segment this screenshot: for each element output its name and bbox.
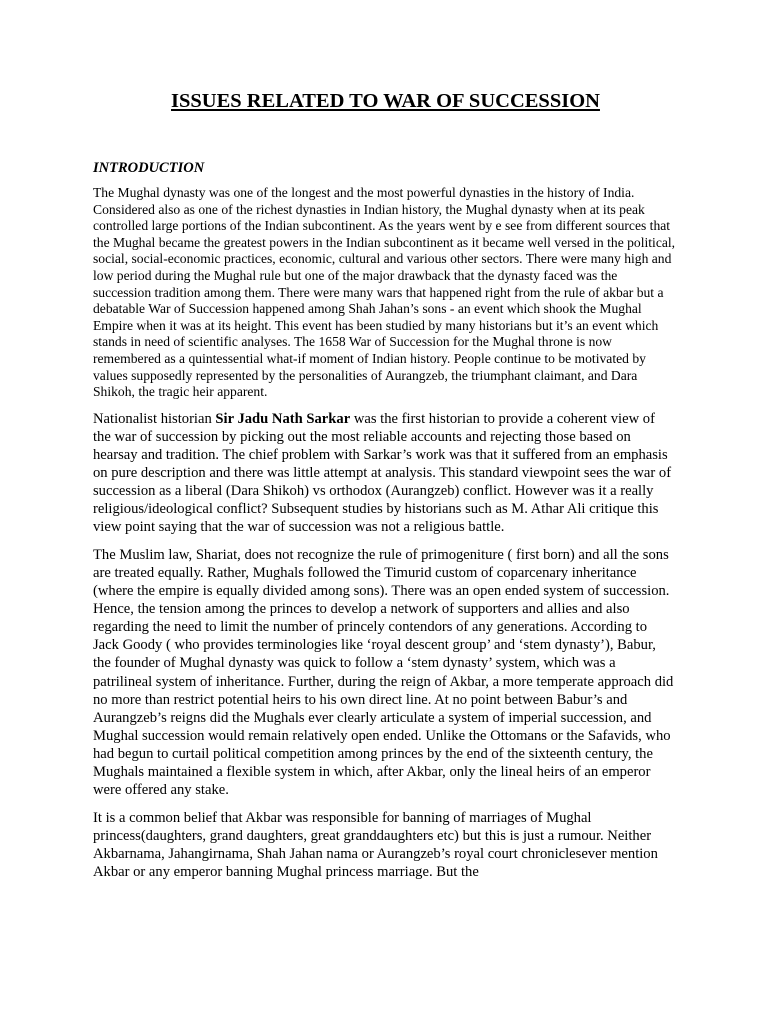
sarkar-paragraph-prefix: Nationalist historian: [93, 410, 216, 427]
sarkar-paragraph: [93, 410, 676, 537]
introduction-heading: INTRODUCTION: [93, 160, 205, 176]
akbar-paragraph: It is a common belief that Akbar was responsible for banning of marriages of Mughal princess(daughters, grand daughters, great granddaughters etc) but this is just a rumour. Neither Akbarnama, Jahangirnama, Shah Jahan nama or Aurangzeb’s royal court chroniclesever mention Akbar or any emperor banning Mughal princess marriage. But the: [93, 809, 658, 880]
sarkar-paragraph-rest: was the first historian to provide a coherent view of the war of succession by picking out the most reliable accounts and rejecting those based on hearsay and tradition. The chief problem with Sarkar’s work was that it suffered from an emphasis on pure description and there was little attempt at analysis. This standard viewpoint sees the war of succession as a liberal (Dara Shikoh) vs orthodox (Aurangzeb) conflict. However was it a really religious/ideological conflict? Subsequent studies by historians such as M. Athar Ali critique this view point saying that the war of succession was not a religious battle.: [93, 410, 672, 536]
intro-paragraph: The Mughal dynasty was one of the longest and the most powerful dynasties in the history of India. Considered also as one of the richest dynasties in Indian history, the Mughal dynasty when at its peak controlled large portions of the Indian subcontinent. As the years went by e see from different sources that the Mughal became the greatest powers in the Indian subcontinent as it became well versed in the political, social, social-economic practices, economic, cultural and various other sectors. There were many high and low period during the Mughal rule but one of the major drawback that the dynasty faced was the succession tradition among them. There were many wars that happened right from the rule of akbar but a debatable War of Succession happened among Shah Jahan’s sons - an event which shook the Mughal Empire when it was at its height. This event has been studied by many historians but it’s an event which stands in need of scientific analyses. The 1658 War of Succession for the Mughal throne is now remembered as a quintessential what-if moment of Indian history. People continue to be motivated by values supposedly represented by the personalities of Aurangzeb, the triumphant claimant, and Dara Shikoh, the tragic heir apparent.: [93, 185, 676, 400]
document-page: [93, 88, 676, 891]
sarkar-name: Sir Jadu Nath Sarkar: [215, 410, 351, 427]
document-title: ISSUES RELATED TO WAR OF SUCCESSION: [171, 90, 600, 112]
muslim-law-paragraph: The Muslim law, Shariat, does not recognize the rule of primogeniture ( first born) and all the sons are treated equally. Rather, Mughals followed the Timurid custom of coparcenary inheritance (where the empire is equally divided among sons). There was an open ended system of succession. Hence, the tension among the princes to develop a network of supporters and allies and also regarding the need to limit the number of princely contendors of any generations. According to Jack Goody ( who provides terminologies like ‘royal descent group’ and ‘stem dynasty’), Babur, the founder of Mughal dynasty was quick to follow a ‘stem dynasty’ system, which was a patrilineal system of inheritance. Further, during the reign of Akbar, a more temperate approach did no more than restrict potential heirs to his own direct line. At no point between Babur’s and Aurangzeb’s reigns did the Mughals ever clearly articulate a system of imperial succession, and Mughal succession would remain relatively open ended. Unlike the Ottomans or the Safavids, who had begun to curtail political competition among princes by the end of the sixteenth century, the Mughals maintained a flexible system in which, after Akbar, only the lineal heirs of an emperor were offered any stake.: [93, 546, 674, 799]
